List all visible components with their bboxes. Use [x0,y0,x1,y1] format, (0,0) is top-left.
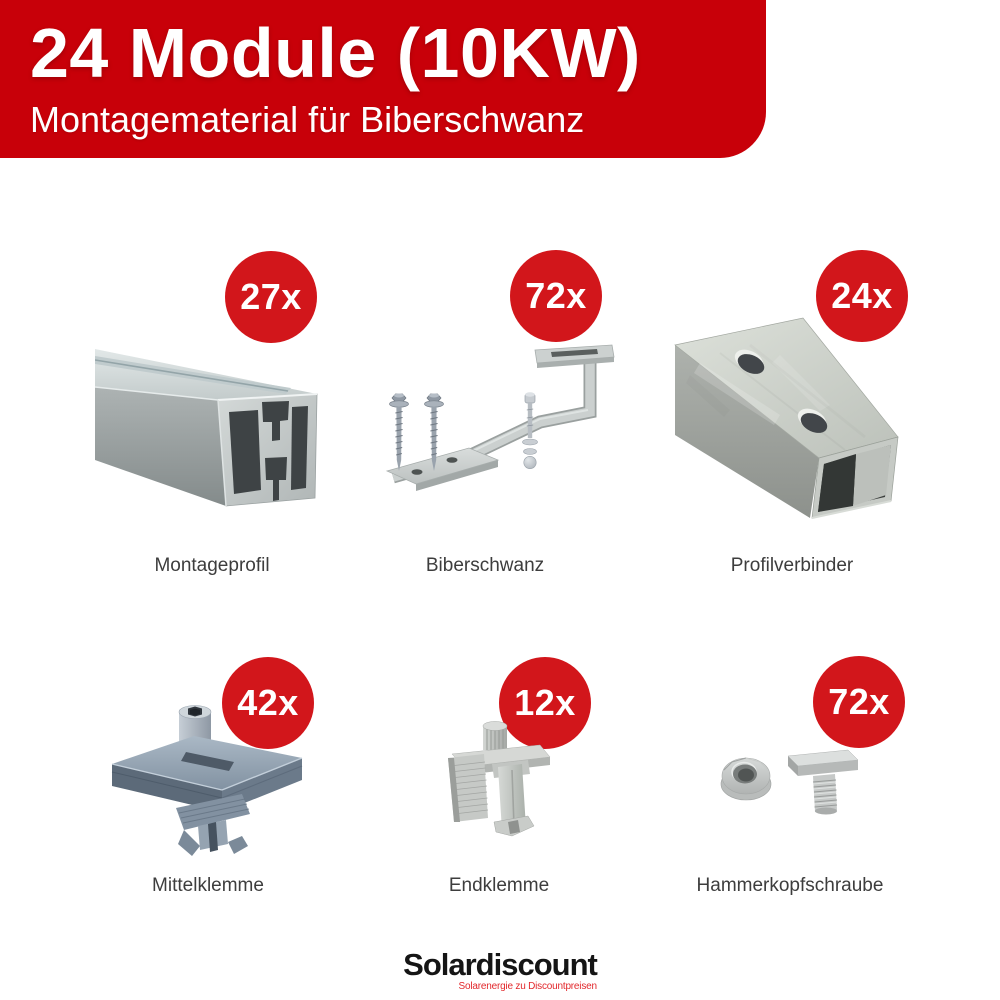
flange-nut-icon [721,758,771,800]
quantity-badge-endklemme: 12x [499,657,591,749]
hammerkopfschraube-label: Hammerkopfschraube [696,875,884,896]
endklemme-image [430,714,570,842]
biberschwanz-image [385,338,620,513]
montageprofil-label: Montageprofil [154,555,270,576]
brand-logo: Solardiscount [403,947,597,982]
quantity-badge-montageprofil: 27x [225,251,317,343]
brand-tagline: Solarenergie zu Discountpreisen [458,981,597,992]
footer [0,949,1000,994]
endklemme-label: Endklemme [448,875,550,896]
mittelklemme-image [100,698,312,860]
header-banner [0,0,766,158]
montageprofil-image [95,330,335,540]
quantity-badge-biberschwanz: 72x [510,250,602,342]
page-title: 24 Module (10KW) [30,14,641,92]
hammerkopfschraube-image [710,738,865,818]
quantity-badge-hammerkopfschraube: 72x [813,656,905,748]
page-subtitle: Montagematerial für Biberschwanz [30,99,585,140]
quantity-badge-profilverbinder: 24x [816,250,908,342]
quantity-badge-mittelklemme: 42x [222,657,314,749]
t-bolt-icon [788,750,858,815]
mittelklemme-label: Mittelklemme [152,875,264,896]
screw-icon [390,394,409,472]
profilverbinder-label: Profilverbinder [730,555,854,576]
profilverbinder-image [660,315,910,530]
biberschwanz-label: Biberschwanz [425,555,545,576]
